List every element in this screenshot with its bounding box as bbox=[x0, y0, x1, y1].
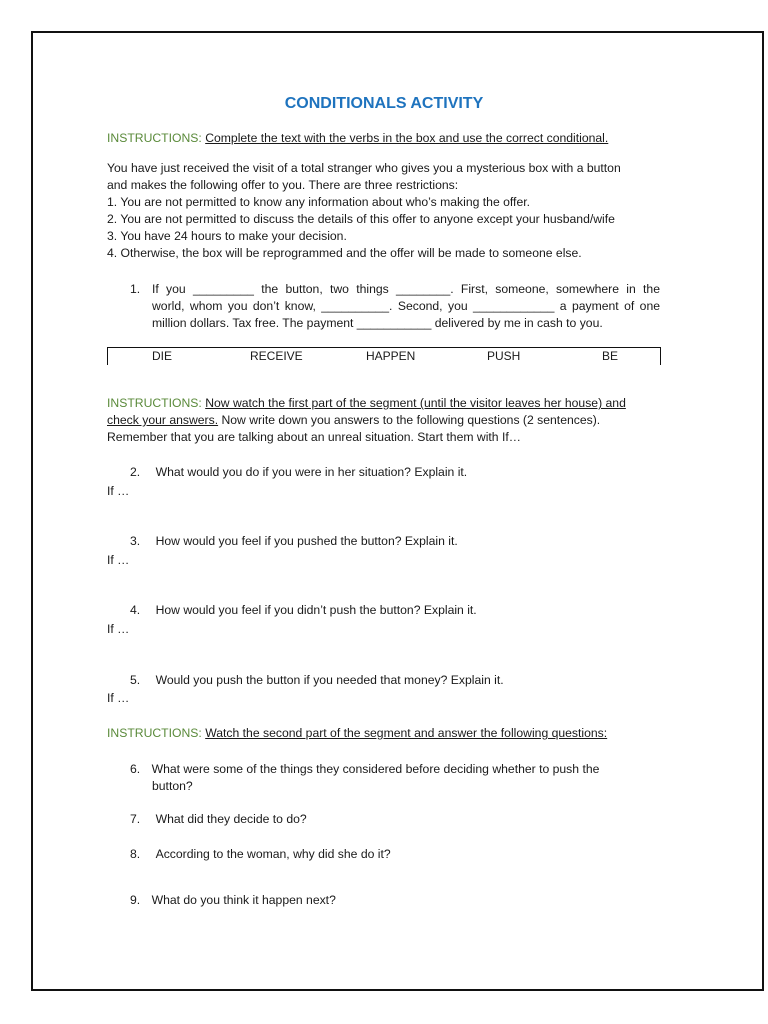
question-number: 8. bbox=[130, 847, 141, 861]
question-7 bbox=[130, 812, 307, 826]
intro-line: 2. You are not permitted to discuss the details of this offer to anyone except your husband/wife bbox=[107, 212, 615, 226]
instruction-3 bbox=[107, 725, 607, 742]
question-number: 1. bbox=[130, 282, 141, 296]
verb-be: BE bbox=[602, 349, 619, 363]
intro-line: 1. You are not permitted to know any information about who’s making the offer. bbox=[107, 195, 530, 209]
verb-box bbox=[107, 347, 661, 365]
intro-paragraph bbox=[107, 160, 621, 262]
instruction-1 bbox=[107, 130, 608, 147]
question-2 bbox=[130, 465, 467, 479]
instruction-label: INSTRUCTIONS: bbox=[107, 396, 202, 410]
verb-push: PUSH bbox=[487, 349, 521, 363]
answer-start: If … bbox=[107, 691, 130, 705]
question-text-continued: button? bbox=[152, 779, 193, 793]
instruction-2-line-2-rest: Now write down you answers to the following questions (2 sentences). bbox=[218, 413, 601, 427]
instruction-label: INSTRUCTIONS: bbox=[107, 131, 202, 145]
question-number: 4. bbox=[130, 603, 141, 617]
answer-start: If … bbox=[107, 622, 130, 636]
instruction-2-line-1: Now watch the first part of the segment (until the visitor leaves her house) and bbox=[205, 396, 626, 410]
instruction-2-line-2-underlined: check your answers. bbox=[107, 413, 219, 427]
question-1-line: world, whom you don’t know, __________. Second, you ____________ a payment of one bbox=[152, 299, 660, 313]
question-number: 6. bbox=[130, 762, 141, 776]
question-5 bbox=[130, 673, 504, 687]
question-4 bbox=[130, 603, 477, 617]
question-text: What did they decide to do? bbox=[155, 812, 307, 826]
question-text: Would you push the button if you needed that money? Explain it. bbox=[155, 673, 504, 687]
question-8 bbox=[130, 847, 391, 861]
question-3 bbox=[130, 534, 458, 548]
answer-start: If … bbox=[107, 484, 130, 498]
intro-line: 3. You have 24 hours to make your decision. bbox=[107, 229, 347, 243]
intro-line: and makes the following offer to you. There are three restrictions: bbox=[107, 178, 459, 192]
question-text: According to the woman, why did she do it? bbox=[155, 847, 391, 861]
question-number: 7. bbox=[130, 812, 141, 826]
instruction-1-text: Complete the text with the verbs in the box and use the correct conditional. bbox=[205, 131, 609, 145]
instruction-label: INSTRUCTIONS: bbox=[107, 726, 202, 740]
instruction-2 bbox=[107, 395, 626, 446]
verb-receive: RECEIVE bbox=[250, 349, 303, 363]
answer-start: If … bbox=[107, 553, 130, 567]
question-9 bbox=[130, 893, 336, 907]
intro-line: 4. Otherwise, the box will be reprogrammed and the offer will be made to someone else. bbox=[107, 246, 582, 260]
question-text: How would you feel if you didn’t push the button? Explain it. bbox=[155, 603, 477, 617]
question-text: What were some of the things they considered before deciding whether to push the bbox=[151, 762, 600, 776]
question-1-line: If you _________ the button, two things ________. First, someone, somewhere in the bbox=[152, 282, 660, 296]
question-1-line: million dollars. Tax free. The payment ___________ delivered by me in cash to you. bbox=[152, 316, 603, 330]
question-number: 2. bbox=[130, 465, 141, 479]
question-text: What do you think it happen next? bbox=[151, 893, 336, 907]
verb-happen: HAPPEN bbox=[366, 349, 416, 363]
instruction-2-line-3: Remember that you are talking about an unreal situation. Start them with If… bbox=[107, 430, 521, 444]
question-number: 9. bbox=[130, 893, 141, 907]
question-text: How would you feel if you pushed the button? Explain it. bbox=[155, 534, 458, 548]
verb-die: DIE bbox=[152, 349, 173, 363]
intro-line: You have just received the visit of a total stranger who gives you a mysterious box with a button bbox=[107, 161, 621, 175]
question-1 bbox=[130, 281, 660, 337]
question-number: 3. bbox=[130, 534, 141, 548]
instruction-3-text: Watch the second part of the segment and answer the following questions: bbox=[205, 726, 608, 740]
question-6 bbox=[130, 761, 599, 795]
question-text: What would you do if you were in her situation? Explain it. bbox=[155, 465, 468, 479]
page-title: CONDITIONALS ACTIVITY bbox=[284, 95, 484, 112]
question-number: 5. bbox=[130, 673, 141, 687]
